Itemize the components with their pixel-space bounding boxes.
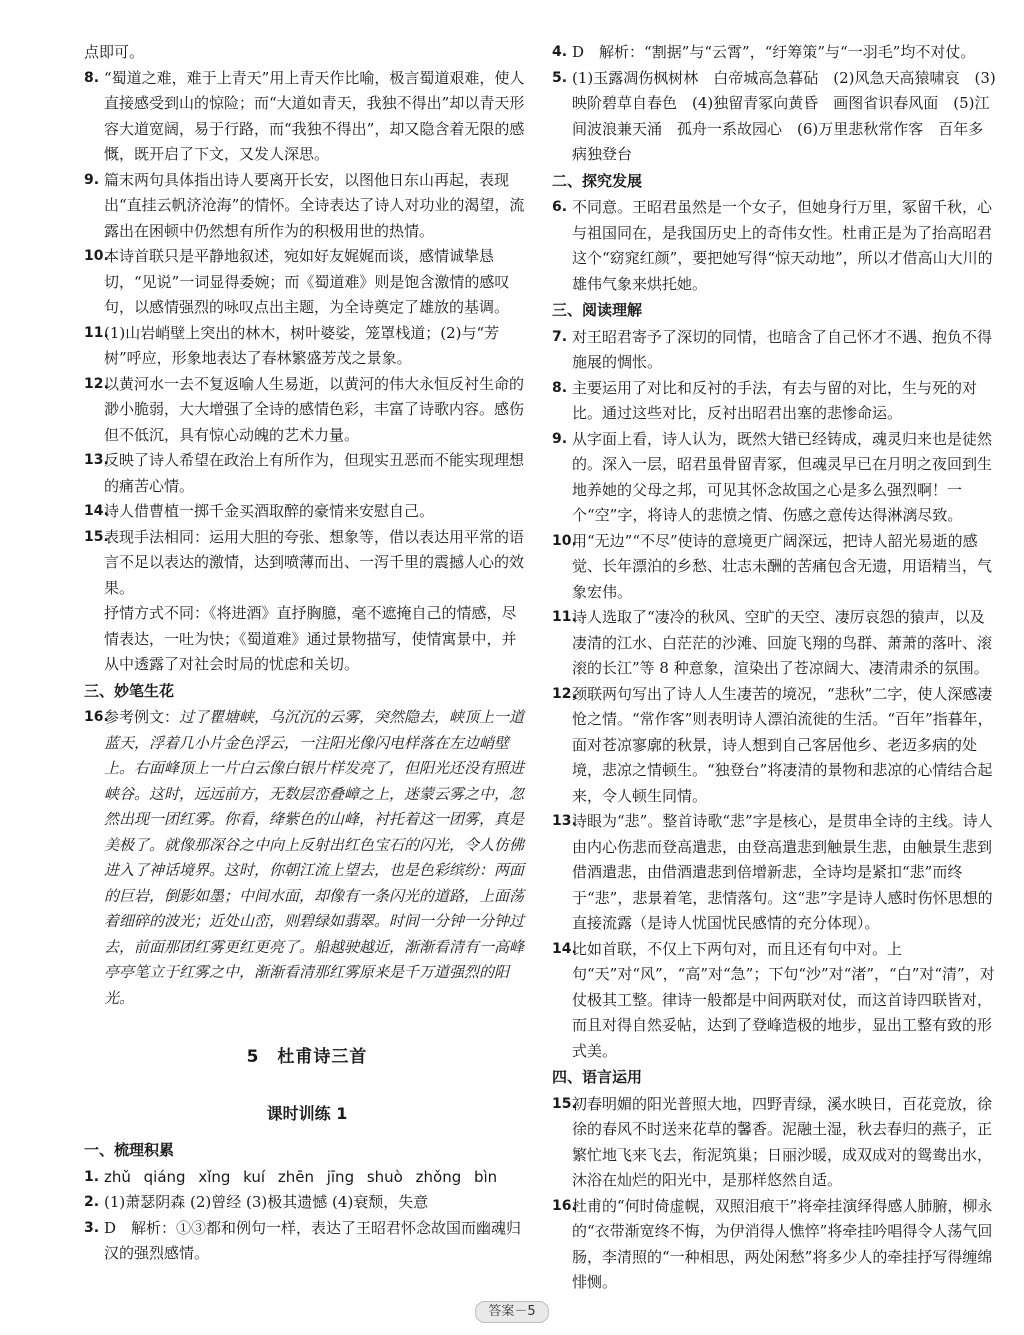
item-number: 4. [552, 44, 568, 60]
answer-item-5 [552, 66, 998, 168]
answer-list-1 [84, 66, 530, 678]
item-text: 诗人选取了“凄冷的秋风、空旷的天空、凄厉哀怨的猿声，以及凄清的江水、白茫茫的沙滩、回旋飞翔的鸟群、萧萧的落叶、滚滚的长江”等 8 种意象，渲染出了苍凉阔大、凄清肃杀的氛围。 [572, 608, 993, 677]
item-number: 13. [552, 813, 577, 829]
answer-item [84, 66, 530, 168]
item-text: 反映了诗人希望在政治上有所作为，但现实丑恶而不能实现理想的痛苦心情。 [104, 451, 525, 495]
item-number: 12. [84, 375, 109, 392]
item-number: 14. [84, 503, 109, 519]
answer-item [84, 525, 530, 678]
section-heading-reading: 三、阅读理解 [552, 301, 643, 319]
item-number: 13. [84, 452, 109, 468]
item-number: 14. [552, 940, 577, 957]
item-text: 诗眼为“悲”。整首诗歌“悲”字是核心，是贯串全诗的主线。诗人由内心伤悲而登高遣悲，由登高遣悲到触景生悲，由触景生悲到借酒遣悲，由借酒遣悲到倍增新悲，全诗均是紧扣“悲”而终于“悲”，悲景着笔，悲情落句。这“悲”字是诗人感时伤怀思想的直接流露（是诗人忧国忧民感情的充分体现）。 [572, 812, 993, 932]
item-number: 10. [84, 248, 109, 264]
item-text: 用“无边”“不尽”使诗的意境更广阔深远，把诗人韶光易逝的感觉、长年漂泊的乡愁、壮志未酬的苦痛包含无遗，用语精当，气象宏伟。 [572, 531, 993, 601]
answer-item [84, 499, 530, 525]
item-number: 1. [84, 1168, 100, 1185]
item-number: 15. [552, 1095, 577, 1112]
section-heading-writing: 三、妙笔生花 [84, 681, 175, 700]
answer-item-6 [552, 195, 998, 297]
page-footer [0, 1300, 1024, 1323]
item-number: 11. [552, 609, 577, 625]
answer-item [84, 244, 530, 321]
section-heading-explore: 二、探究发展 [552, 171, 643, 190]
item-text: 不同意。王昭君虽然是一个女子，但她身行万里，冢留千秋，心与祖国同在，是我国历史上的奇伟女性。杜甫正是为了抬高昭君这个“窈窕红颜”，要把她写得“惊天动地”，所以才借高山大川的雄伟气象来烘托她。 [572, 198, 993, 293]
item-text: (1)山岩峭壁上突出的林木，树叶婆娑，笼罩栈道；(2)与“芳树”呼应，形象地表达了春林繁盛芳茂之景象。 [104, 323, 500, 367]
section-heading-language: 四、语言运用 [552, 1068, 643, 1086]
item-number: 9. [552, 430, 568, 447]
answer-item [84, 372, 530, 449]
item-text: 初春明媚的阳光普照大地，四野青绿，溪水映日，百花竞放，徐徐的春风不时送来花草的馨香。泥融土湿，秋去春归的燕子，正繁忙地飞来飞去，衔泥筑巢；日丽沙暖，成双成对的鸳鸯出水，沐浴在灿烂的阳光中，是那样悠然自适。 [572, 1094, 993, 1189]
section-heading-review: 一、梳理积累 [84, 1141, 175, 1159]
lesson-title: 课时训练 1 [266, 1103, 348, 1123]
answer-item [552, 529, 998, 606]
answer-item [84, 168, 530, 245]
item-text: 颈联两句写出了诗人人生凄苦的境况，“悲秋”二字，使人深感凄怆之情。“常作客”则表明诗人漂泊流徙的生活。“百年”指暮年，面对苍凉寥廓的秋景，诗人想到自己客居他乡、老迈多病的处境，悲凉之情顿生。“独登台”将凄清的景物和悲凉的心情结合起来，令人顿生同情。 [572, 684, 993, 805]
item-text: 本诗首联只是平静地叙述，宛如好友娓娓而谈，感情诚挚恳切，“见说”一词显得委婉；而《蜀道难》则是饱含激情的感叹句，以感情强烈的咏叹点出主题，为全诗奠定了雄放的基调。 [104, 247, 510, 316]
item-number: 7. [552, 328, 568, 345]
answer-item [84, 448, 530, 499]
item-text: 对王昭君寄予了深切的同情，也暗含了自己怀才不遇、抱负不得施展的惆怅。 [572, 327, 993, 371]
item-number: 16. [84, 709, 109, 725]
answer-item [552, 427, 998, 529]
item-number: 2. [84, 1194, 100, 1210]
item-text-second: 抒情方式不同：《将进酒》直抒胸臆，毫不遮掩自己的情感，尽情表达，一吐为快；《蜀道难》通过景物描写，使情寓景中，并从中透露了对社会时局的忧虑和关切。 [104, 604, 517, 673]
item-number: 5. [552, 69, 568, 86]
example-lead: 参考例文： [104, 708, 180, 726]
answer-item [552, 937, 998, 1065]
chapter-title: 5 杜甫诗三首 [246, 1047, 368, 1067]
page-number: 答案－5 [475, 1301, 548, 1323]
item-text: (1)萧瑟阴森 (2)曾经 (3)极其遗憾 (4)衰颓，失意 [104, 1193, 429, 1211]
answer-item [552, 325, 998, 376]
item-number: 12. [552, 685, 577, 702]
item-number: 10. [552, 532, 577, 549]
left-column [84, 40, 530, 1267]
item-text: 表现手法相同：运用大胆的夸张、想象等，借以表达用平常的语言不足以表达的激情，达到喷薄而出、一泻千里的震撼人心的效果。 [104, 527, 525, 597]
item-text: 主要运用了对比和反衬的手法，有去与留的对比，生与死的对比。通过这些对比，反衬出昭君出塞的悲惨命运。 [572, 378, 978, 422]
item-text: D 解析：①③都和例句一样，表达了王昭君怀念故国而幽魂归汉的强烈感情。 [104, 1218, 522, 1262]
item-number: 9. [84, 171, 100, 188]
answer-item [552, 682, 998, 810]
right-column [552, 40, 998, 1296]
answer-item-3 [84, 1216, 530, 1267]
example-essay: 过了瞿塘峡，乌沉沉的云雾，突然隐去，峡顶上一道蓝天，浮着几小片金色浮云，一注阳光像闪电样落在左边峭壁上。右面峰顶上一片白云像白银片样发亮了，但阳光还没有照进峡谷。这时，远远前方，无数层峦叠嶂之上，迷蒙云雾之中，忽然出现一团红雾。你看，绛紫色的山峰，衬托着这一团雾，真是美极了。就像那深谷之中向上反射出红色宝石的闪光，令人仿佛进入了神话境界。这时，你朝江流上望去，也是色彩缤纷：两面的巨岩，倒影如墨；中间水面，却像有一条闪光的道路，上面荡着细碎的波光；近处山峦，则碧绿如翡翠。时间一分钟一分钟过去，前面那团红雾更红更亮了。船越驶越近，渐渐看清有一高峰亭亭笔立于红雾之中，渐渐看清那红雾原来是千万道强烈的阳光。 [104, 708, 525, 1007]
item-text: (1)玉露凋伤枫树林 白帝城高急暮砧 (2)风急天高猿啸哀 (3)映阶碧草自春色 (4)独留青冢向黄昏 画图省识春风面 (5)江间波浪兼天涌 孤舟一系故园心 (6)万里悲秋常作客 百年多病独登台 [572, 68, 996, 163]
answer-list-language [552, 1092, 998, 1296]
item-number: 6. [552, 199, 568, 215]
intro-continuation: 点即可。 [84, 43, 145, 61]
item-number: 16. [552, 1197, 577, 1214]
answer-item [552, 376, 998, 427]
answer-item [552, 1092, 998, 1194]
item-text: 从字面上看，诗人认为，既然大错已经铸成，魂灵归来也是徒然的。深入一层，昭君虽骨留青冢，但魂灵早已在月明之夜回到生地养她的父母之邦，可见其怀念故国之心是多么强烈啊！一个“空”字，将诗人的悲愤之情、伤感之意传达得淋漓尽致。 [572, 429, 993, 524]
item-text: 以黄河水一去不复返喻人生易逝，以黄河的伟大永恒反衬生命的渺小脆弱，大大增强了全诗的感情色彩，丰富了诗歌内容。感伤但不低沉，具有惊心动魄的艺术力量。 [104, 374, 525, 444]
answer-item [552, 1194, 998, 1296]
item-text: “蜀道之难，难于上青天”用上青天作比喻，极言蜀道艰难，使人直接感受到山的惊险；而“大道如青天，我独不得出”却以青天形容大道宽阔，易于行路，而“我独不得出”，却又隐含着无限的感慨，既开启了下文，又发人深思。 [104, 68, 525, 163]
item-text: 比如首联，不仅上下两句对，而且还有句中对。上句“天”对“风”，“高”对“急”；下句“沙”对“渚”，“白”对“清”，对仗极其工整。律诗一般都是中间两联对仗，而这首诗四联皆对，而且对得自然妥帖，达到了登峰造极的地步，显出工整有致的形式美。 [572, 939, 995, 1060]
item-text: D 解析：“割据”与“云霄”，“纡筹策”与“一羽毛”均不对仗。 [572, 43, 976, 61]
item-number: 8. [552, 379, 568, 396]
item-number: 8. [84, 69, 100, 86]
answer-item-2 [84, 1190, 530, 1216]
answer-list-reading [552, 325, 998, 1065]
answer-item [552, 605, 998, 682]
answer-item-4 [552, 40, 998, 66]
item-number: 3. [84, 1219, 100, 1236]
answer-item [552, 809, 998, 937]
item-text: 诗人借曹植一掷千金买酒取醉的豪情来安慰自己。 [104, 502, 435, 520]
answer-item-1 [84, 1165, 530, 1191]
item-text: 篇末两句具体指出诗人要离开长安，以图他日东山再起，表现出“直挂云帆济沧海”的情怀。全诗表达了诗人对功业的渴望，流露出在困顿中仍然想有所作为的积极用世的热情。 [104, 170, 525, 240]
item-number: 15. [84, 528, 109, 545]
item-text: 杜甫的“何时倚虚幌，双照泪痕干”将牵挂演绎得感人肺腑，柳永的“衣带渐宽终不悔，为伊消得人憔悴”将牵挂吟唱得令人荡气回肠，李清照的“一种相思，两处闲愁”将多少人的牵挂抒写得缠绵悱恻。 [572, 1196, 993, 1291]
pinyin-answer: zhǔ qiáng xǐng kuí zhēn jīng shuò zhǒng bìn [104, 1167, 498, 1186]
answer-item [84, 321, 530, 372]
item-number: 11. [84, 324, 109, 341]
answer-item-16 [84, 705, 530, 1011]
